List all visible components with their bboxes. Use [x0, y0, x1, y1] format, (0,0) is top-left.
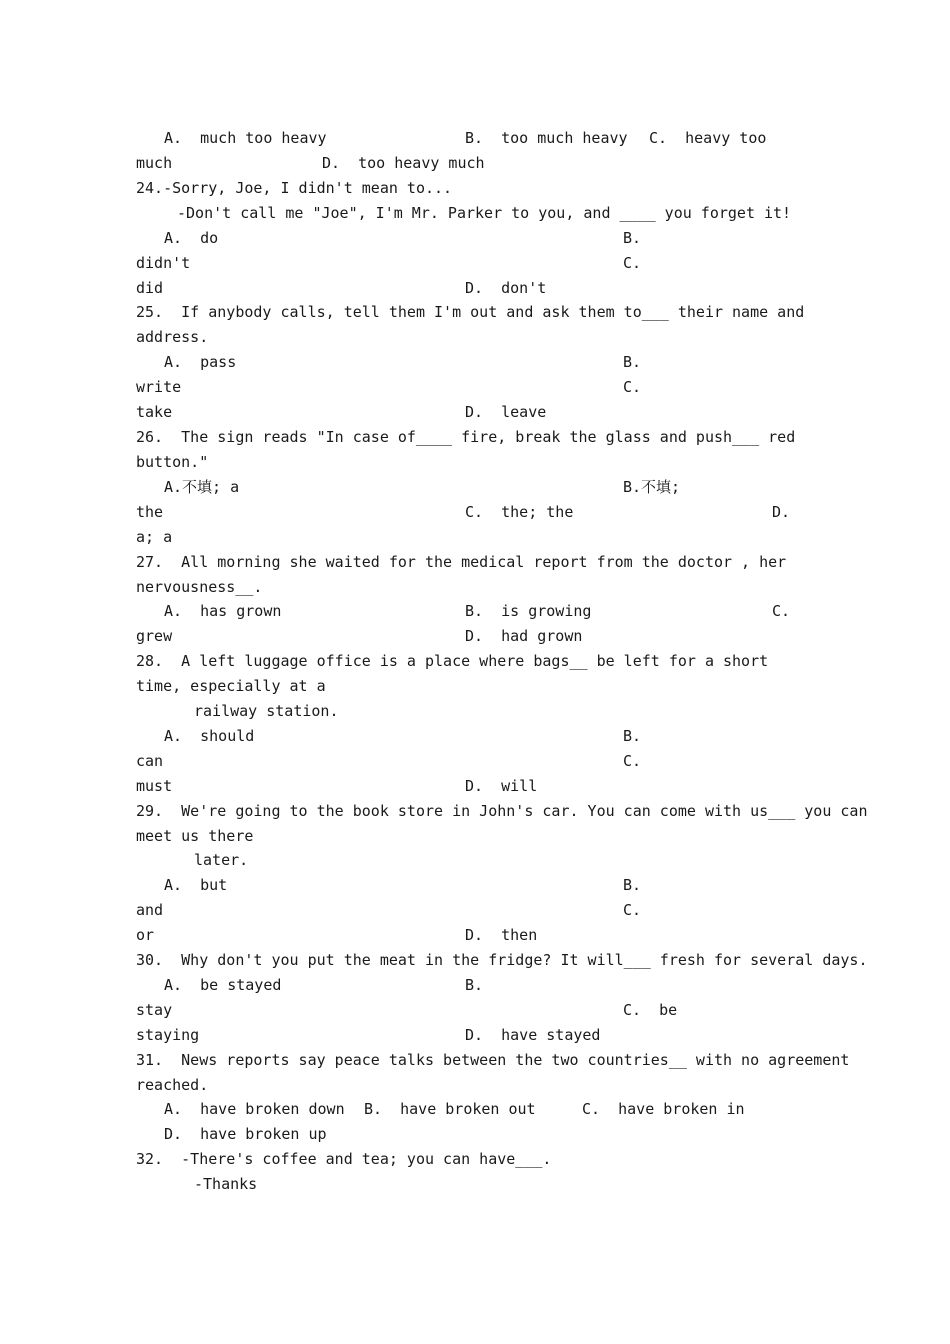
text-line-12-seg-0: 26. The sign reads "In case of____ fire, break the glass and push___ red — [136, 428, 796, 446]
text-line-29-seg-0: later. — [194, 851, 249, 869]
text-line-10-seg-0: write — [136, 378, 182, 396]
text-line-22-seg-0: time, especially at a — [136, 677, 326, 695]
text-line-14-seg-1: B.不填; — [623, 478, 681, 496]
text-line-38-seg-0: reached. — [136, 1076, 209, 1094]
text-line-19-seg-1: B. is growing — [465, 602, 592, 620]
text-line-5-seg-1: C. — [623, 254, 642, 272]
text-line-26-seg-0: must — [136, 777, 173, 795]
text-line-35-seg-1: C. be — [623, 1001, 678, 1019]
text-line-14-seg-0: A.不填; a — [164, 478, 240, 496]
text-line-0-seg-1: B. too much heavy — [465, 129, 628, 147]
text-line-10-seg-1: C. — [623, 378, 642, 396]
text-line-8-seg-0: address. — [136, 328, 209, 346]
text-line-20-seg-1: D. had grown — [465, 627, 583, 645]
text-line-13-seg-0: button." — [136, 453, 209, 471]
text-line-7-seg-0: 25. If anybody calls, tell them I'm out and ask them to___ their name and — [136, 303, 805, 321]
text-line-9-seg-0: A. pass — [164, 353, 237, 371]
text-line-15-seg-0: the — [136, 503, 164, 521]
text-line-5-seg-0: didn't — [136, 254, 191, 272]
text-line-17-seg-0: 27. All morning she waited for the medical report from the doctor , her — [136, 553, 787, 571]
text-line-2-seg-0: 24.-Sorry, Joe, I didn't mean to... — [136, 179, 453, 197]
text-line-15-seg-1: C. the; the — [465, 503, 574, 521]
text-line-6-seg-1: D. don't — [465, 279, 547, 297]
text-line-15-seg-2: D. — [772, 503, 791, 521]
text-line-4-seg-1: B. — [623, 229, 642, 247]
text-line-6-seg-0: did — [136, 279, 164, 297]
text-line-31-seg-0: and — [136, 901, 164, 919]
text-line-42-seg-0: -Thanks — [194, 1175, 258, 1193]
text-line-30-seg-0: A. but — [164, 876, 228, 894]
text-line-35-seg-0: stay — [136, 1001, 173, 1019]
text-line-11-seg-0: take — [136, 403, 173, 421]
text-line-34-seg-1: B. — [465, 976, 484, 994]
text-line-1-seg-1: D. too heavy much — [322, 154, 485, 172]
text-line-21-seg-0: 28. A left luggage office is a place where bags__ be left for a short — [136, 652, 769, 670]
text-line-32-seg-1: D. then — [465, 926, 538, 944]
text-line-24-seg-1: B. — [623, 727, 642, 745]
text-line-19-seg-0: A. has grown — [164, 602, 282, 620]
text-line-36-seg-1: D. have stayed — [465, 1026, 601, 1044]
text-line-36-seg-0: staying — [136, 1026, 200, 1044]
text-line-27-seg-0: 29. We're going to the book store in John's car. You can come with us___ you can — [136, 802, 868, 820]
text-line-4-seg-0: A. do — [164, 229, 219, 247]
text-line-26-seg-1: D. will — [465, 777, 538, 795]
text-line-11-seg-1: D. leave — [465, 403, 547, 421]
text-line-30-seg-1: B. — [623, 876, 642, 894]
text-line-25-seg-1: C. — [623, 752, 642, 770]
text-line-18-seg-0: nervousness__. — [136, 578, 263, 596]
text-line-37-seg-0: 31. News reports say peace talks between the two countries__ with no agreement — [136, 1051, 850, 1069]
text-line-19-seg-2: C. — [772, 602, 791, 620]
text-line-20-seg-0: grew — [136, 627, 173, 645]
text-line-0-seg-0: A. much too heavy — [164, 129, 327, 147]
text-line-9-seg-1: B. — [623, 353, 642, 371]
text-line-1-seg-0: much — [136, 154, 173, 172]
text-line-23-seg-0: railway station. — [194, 702, 339, 720]
text-line-31-seg-1: C. — [623, 901, 642, 919]
text-line-39-seg-1: B. have broken out — [364, 1100, 536, 1118]
text-line-0-seg-2: C. heavy too — [649, 129, 767, 147]
text-line-33-seg-0: 30. Why don't you put the meat in the fridge? It will___ fresh for several days. — [136, 951, 868, 969]
text-line-16-seg-0: a; a — [136, 528, 173, 546]
text-line-24-seg-0: A. should — [164, 727, 255, 745]
text-line-40-seg-0: D. have broken up — [164, 1125, 327, 1143]
text-line-39-seg-2: C. have broken in — [582, 1100, 745, 1118]
text-line-34-seg-0: A. be stayed — [164, 976, 282, 994]
text-line-3-seg-0: -Don't call me "Joe", I'm Mr. Parker to you, and ____ you forget it! — [177, 204, 792, 222]
text-line-39-seg-0: A. have broken down — [164, 1100, 345, 1118]
text-line-25-seg-0: can — [136, 752, 164, 770]
text-line-32-seg-0: or — [136, 926, 155, 944]
text-line-28-seg-0: meet us there — [136, 827, 254, 845]
text-line-41-seg-0: 32. -There's coffee and tea; you can have___. — [136, 1150, 552, 1168]
